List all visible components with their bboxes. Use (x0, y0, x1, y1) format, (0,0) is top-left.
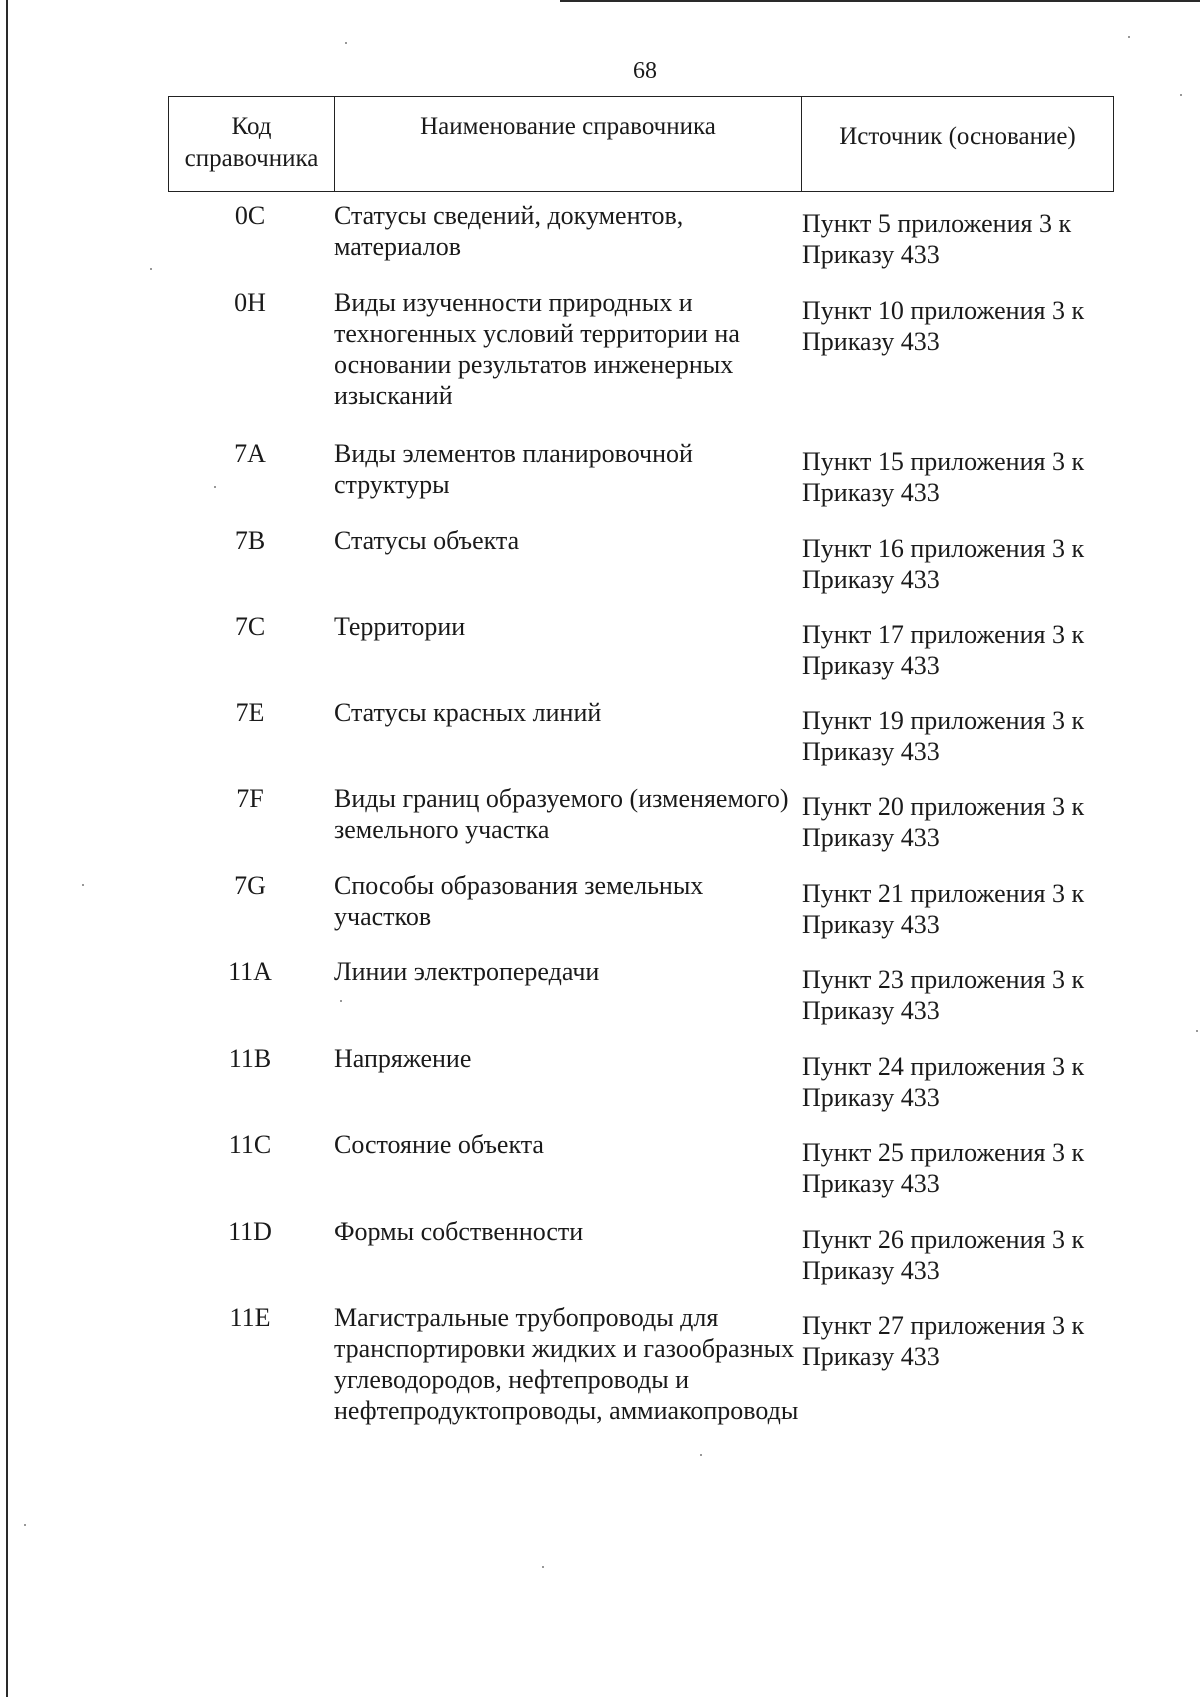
row-code: 11A (228, 957, 272, 986)
scan-speck (1180, 94, 1182, 96)
row-source: Пункт 10 приложения 3 к Приказу 433 (802, 296, 1085, 356)
row-code: 7A (234, 439, 266, 468)
row-source: Пункт 16 приложения 3 к Приказу 433 (802, 534, 1085, 594)
row-name: Состояние объекта (334, 1130, 544, 1159)
header-source: Источник (основание) (839, 123, 1076, 150)
page-number: 68 (633, 58, 657, 84)
row-code: 11B (228, 1044, 272, 1073)
row-name: Статусы объекта (334, 526, 520, 555)
row-source: Пункт 15 приложения 3 к Приказу 433 (802, 447, 1085, 507)
scan-speck (1128, 36, 1130, 38)
row-name: Виды границ образуемого (изменяемого) земельного участка (334, 784, 789, 844)
row-name: Статусы красных линий (334, 698, 602, 727)
scan-speck (1196, 1030, 1198, 1032)
row-code: 7B (234, 526, 266, 555)
row-name: Способы образования земельных участков (334, 871, 704, 931)
scan-speck (700, 1454, 702, 1456)
row-source: Пункт 5 приложения 3 к Приказу 433 (802, 209, 1072, 269)
row-name: Формы собственности (334, 1217, 584, 1246)
row-code: 7E (235, 698, 265, 727)
row-code: 7F (236, 784, 264, 813)
row-name: Линии электропередачи (334, 957, 600, 986)
row-code: 11D (228, 1217, 272, 1246)
scan-speck (150, 268, 152, 270)
row-code: 7G (234, 871, 266, 900)
row-source: Пункт 26 приложения 3 к Приказу 433 (802, 1225, 1085, 1285)
row-source: Пункт 17 приложения 3 к Приказу 433 (802, 620, 1085, 680)
row-code: 0C (234, 201, 266, 230)
row-source: Пункт 25 приложения 3 к Приказу 433 (802, 1138, 1085, 1198)
row-source: Пункт 19 приложения 3 к Приказу 433 (802, 706, 1085, 766)
row-name: Статусы сведений, документов, материалов (334, 201, 684, 261)
row-name: Виды элементов планировочной структуры (334, 439, 693, 499)
scan-speck (214, 486, 216, 488)
scan-speck (24, 1524, 26, 1526)
row-source: Пункт 21 приложения 3 к Приказу 433 (802, 879, 1085, 939)
table-header (168, 96, 1114, 192)
row-code: 11E (229, 1303, 271, 1332)
row-name: Территории (334, 612, 466, 641)
scan-top-edge (560, 0, 1200, 2)
header-name: Наименование справочника (335, 97, 802, 191)
scan-speck (542, 1566, 544, 1568)
row-source: Пункт 27 приложения 3 к Приказу 433 (802, 1311, 1085, 1371)
row-name: Виды изученности природных и техногенных условий территории на основании результатов инженерных изысканий (334, 288, 740, 410)
row-code: 7C (234, 612, 266, 641)
scan-speck (82, 884, 84, 886)
scan-speck (340, 1000, 342, 1002)
row-source: Пункт 20 приложения 3 к Приказу 433 (802, 792, 1085, 852)
header-code: Код справочника (169, 97, 335, 191)
row-code: 11C (228, 1130, 272, 1159)
row-name: Напряжение (334, 1044, 472, 1073)
row-source: Пункт 24 приложения 3 к Приказу 433 (802, 1052, 1085, 1112)
row-source: Пункт 23 приложения 3 к Приказу 433 (802, 965, 1085, 1025)
scan-left-edge (6, 0, 8, 1697)
row-name: Магистральные трубопроводы для транспортировки жидких и газообразных углеводородов, нефтепроводы и нефтепродуктопроводы, аммиакопроводы (334, 1303, 799, 1425)
row-code: 0H (234, 288, 266, 317)
scan-speck (345, 42, 347, 44)
